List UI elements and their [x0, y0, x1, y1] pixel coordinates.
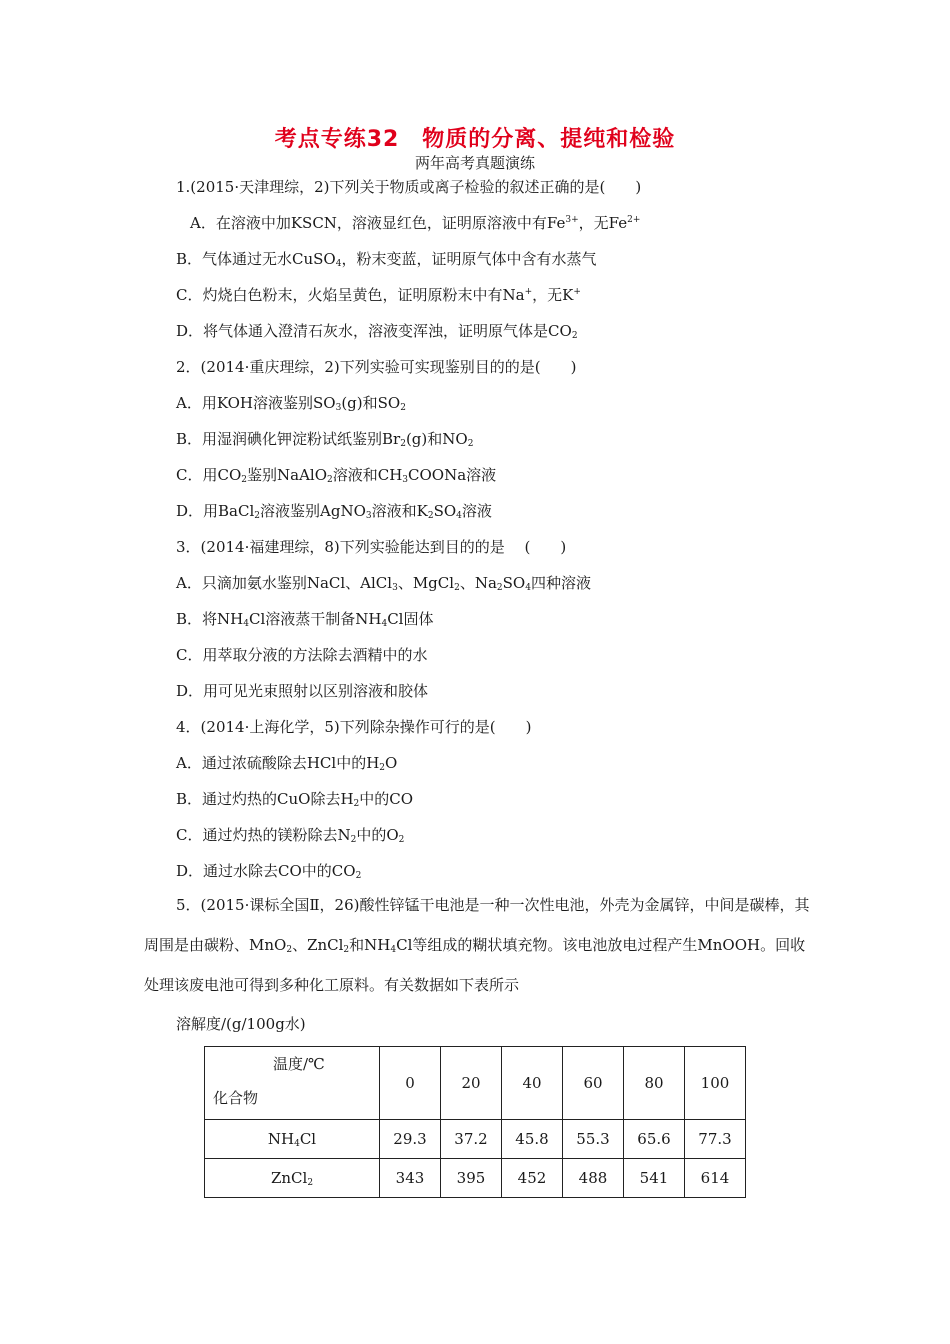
table-cell: 488: [563, 1159, 624, 1198]
table-cell: 343: [380, 1159, 441, 1198]
q3-option-b: B．将$NH_4Cl$溶液蒸干制备$NH_4Cl$固体: [176, 610, 434, 629]
table-row: [205, 1159, 746, 1198]
header-compound: 化合物: [213, 1089, 259, 1107]
table-cell: 77.3: [685, 1120, 746, 1159]
table-unit-caption: 溶解度/(g/100g水): [176, 1015, 306, 1033]
header-temp-cell: 100: [685, 1047, 746, 1120]
q4-stem: 4．(2014·上海化学，5)下列除杂操作可行的是( ): [176, 718, 532, 736]
table-cell: 45.8: [502, 1120, 563, 1159]
q1-option-a: A．在溶液中加KSCN，溶液显红色，证明原溶液中有$Fe^{3+}$，无$Fe^{2+}$: [190, 214, 641, 232]
q2-option-c: C．用$CO_2$鉴别NaAlO$_2$溶液和$CH_3COONa$溶液: [176, 466, 497, 485]
q2-option-a: A．用KOH溶液鉴别$SO_3(g)$和$SO_2$: [176, 394, 406, 413]
q4-option-a: A．通过浓硫酸除去HCl中的$H_2O$: [176, 754, 398, 773]
header-temp-cell: 40: [502, 1047, 563, 1120]
table-cell: 37.2: [441, 1120, 502, 1159]
q3-stem: 3．(2014·福建理综，8)下列实验能达到目的的是 ( ): [176, 538, 567, 556]
q2-stem: 2．(2014·重庆理综，2)下列实验可实现鉴别目的的是( ): [176, 358, 577, 376]
solubility-table: [204, 1046, 746, 1198]
q3-option-c: C．用萃取分液的方法除去酒精中的水: [176, 646, 428, 664]
table-cell: 541: [624, 1159, 685, 1198]
header-temperature: 温度/℃: [273, 1055, 325, 1073]
table-header-corner: [205, 1047, 380, 1120]
q4-option-b: B．通过灼热的CuO除去$H_2$中的CO: [176, 790, 414, 809]
compound-name-zncl2: ZnCl$_2$: [205, 1159, 380, 1198]
q1-option-c: C．灼烧白色粉末，火焰呈黄色，证明原粉末中有Na+，无K+: [176, 286, 581, 304]
q1-option-b: B．气体通过无水CuSO$_4$，粉末变蓝，证明原气体中含有水蒸气: [176, 250, 597, 269]
header-temp-cell: 0: [380, 1047, 441, 1120]
q3-option-a: A．只滴加氨水鉴别NaCl、AlCl$_3$、MgCl$_2$、$Na_2SO_4$四种溶液: [176, 574, 591, 593]
table-row: [205, 1120, 746, 1159]
q4-option-d: D．通过水除去CO中的$CO_2$: [176, 862, 362, 881]
header-temp-cell: 20: [441, 1047, 502, 1120]
table-cell: 29.3: [380, 1120, 441, 1159]
table-cell: 55.3: [563, 1120, 624, 1159]
table-cell: 452: [502, 1159, 563, 1198]
table-cell: 614: [685, 1159, 746, 1198]
q2-option-d: D．用BaCl$_2$溶液鉴别AgNO$_3$溶液和$K_2SO_4$溶液: [176, 502, 492, 521]
table-cell: 395: [441, 1159, 502, 1198]
q3-option-d: D．用可见光束照射以区别溶液和胶体: [176, 682, 429, 700]
page-subtitle: 两年高考真题演练: [414, 154, 535, 172]
q5-paragraph: 5．(2015·课标全国Ⅱ，26)酸性锌锰干电池是一种一次性电池，外壳为金属锌，中间是碳棒，其周围是由碳粉、MnO$_2$、ZnCl$_2$和$NH_4Cl$等组成的糊状填充物。该电池放电过程产生MnOOH。回收处理该废电池可得到多种化工原料。有关数据如下表所示: [144, 896, 810, 994]
table-cell: 65.6: [624, 1120, 685, 1159]
q1-stem: 1.(2015·天津理综，2)下列关于物质或离子检验的叙述正确的是( ): [176, 178, 642, 196]
page-title: 考点专练32 物质的分离、提纯和检验: [274, 127, 676, 152]
compound-name-nh4cl: $NH_4Cl$: [205, 1120, 380, 1159]
header-temp-cell: 80: [624, 1047, 685, 1120]
q1-option-d: D．将气体通入澄清石灰水，溶液变浑浊，证明原气体是$CO_2$: [176, 322, 578, 341]
q4-option-c: C．通过灼热的镁粉除去$N_2$中的$O_2$: [176, 826, 405, 845]
header-temp-cell: 60: [563, 1047, 624, 1120]
q2-option-b: B．用湿润碘化钾淀粉试纸鉴别$Br_2(g)$和$NO_2$: [176, 430, 474, 449]
